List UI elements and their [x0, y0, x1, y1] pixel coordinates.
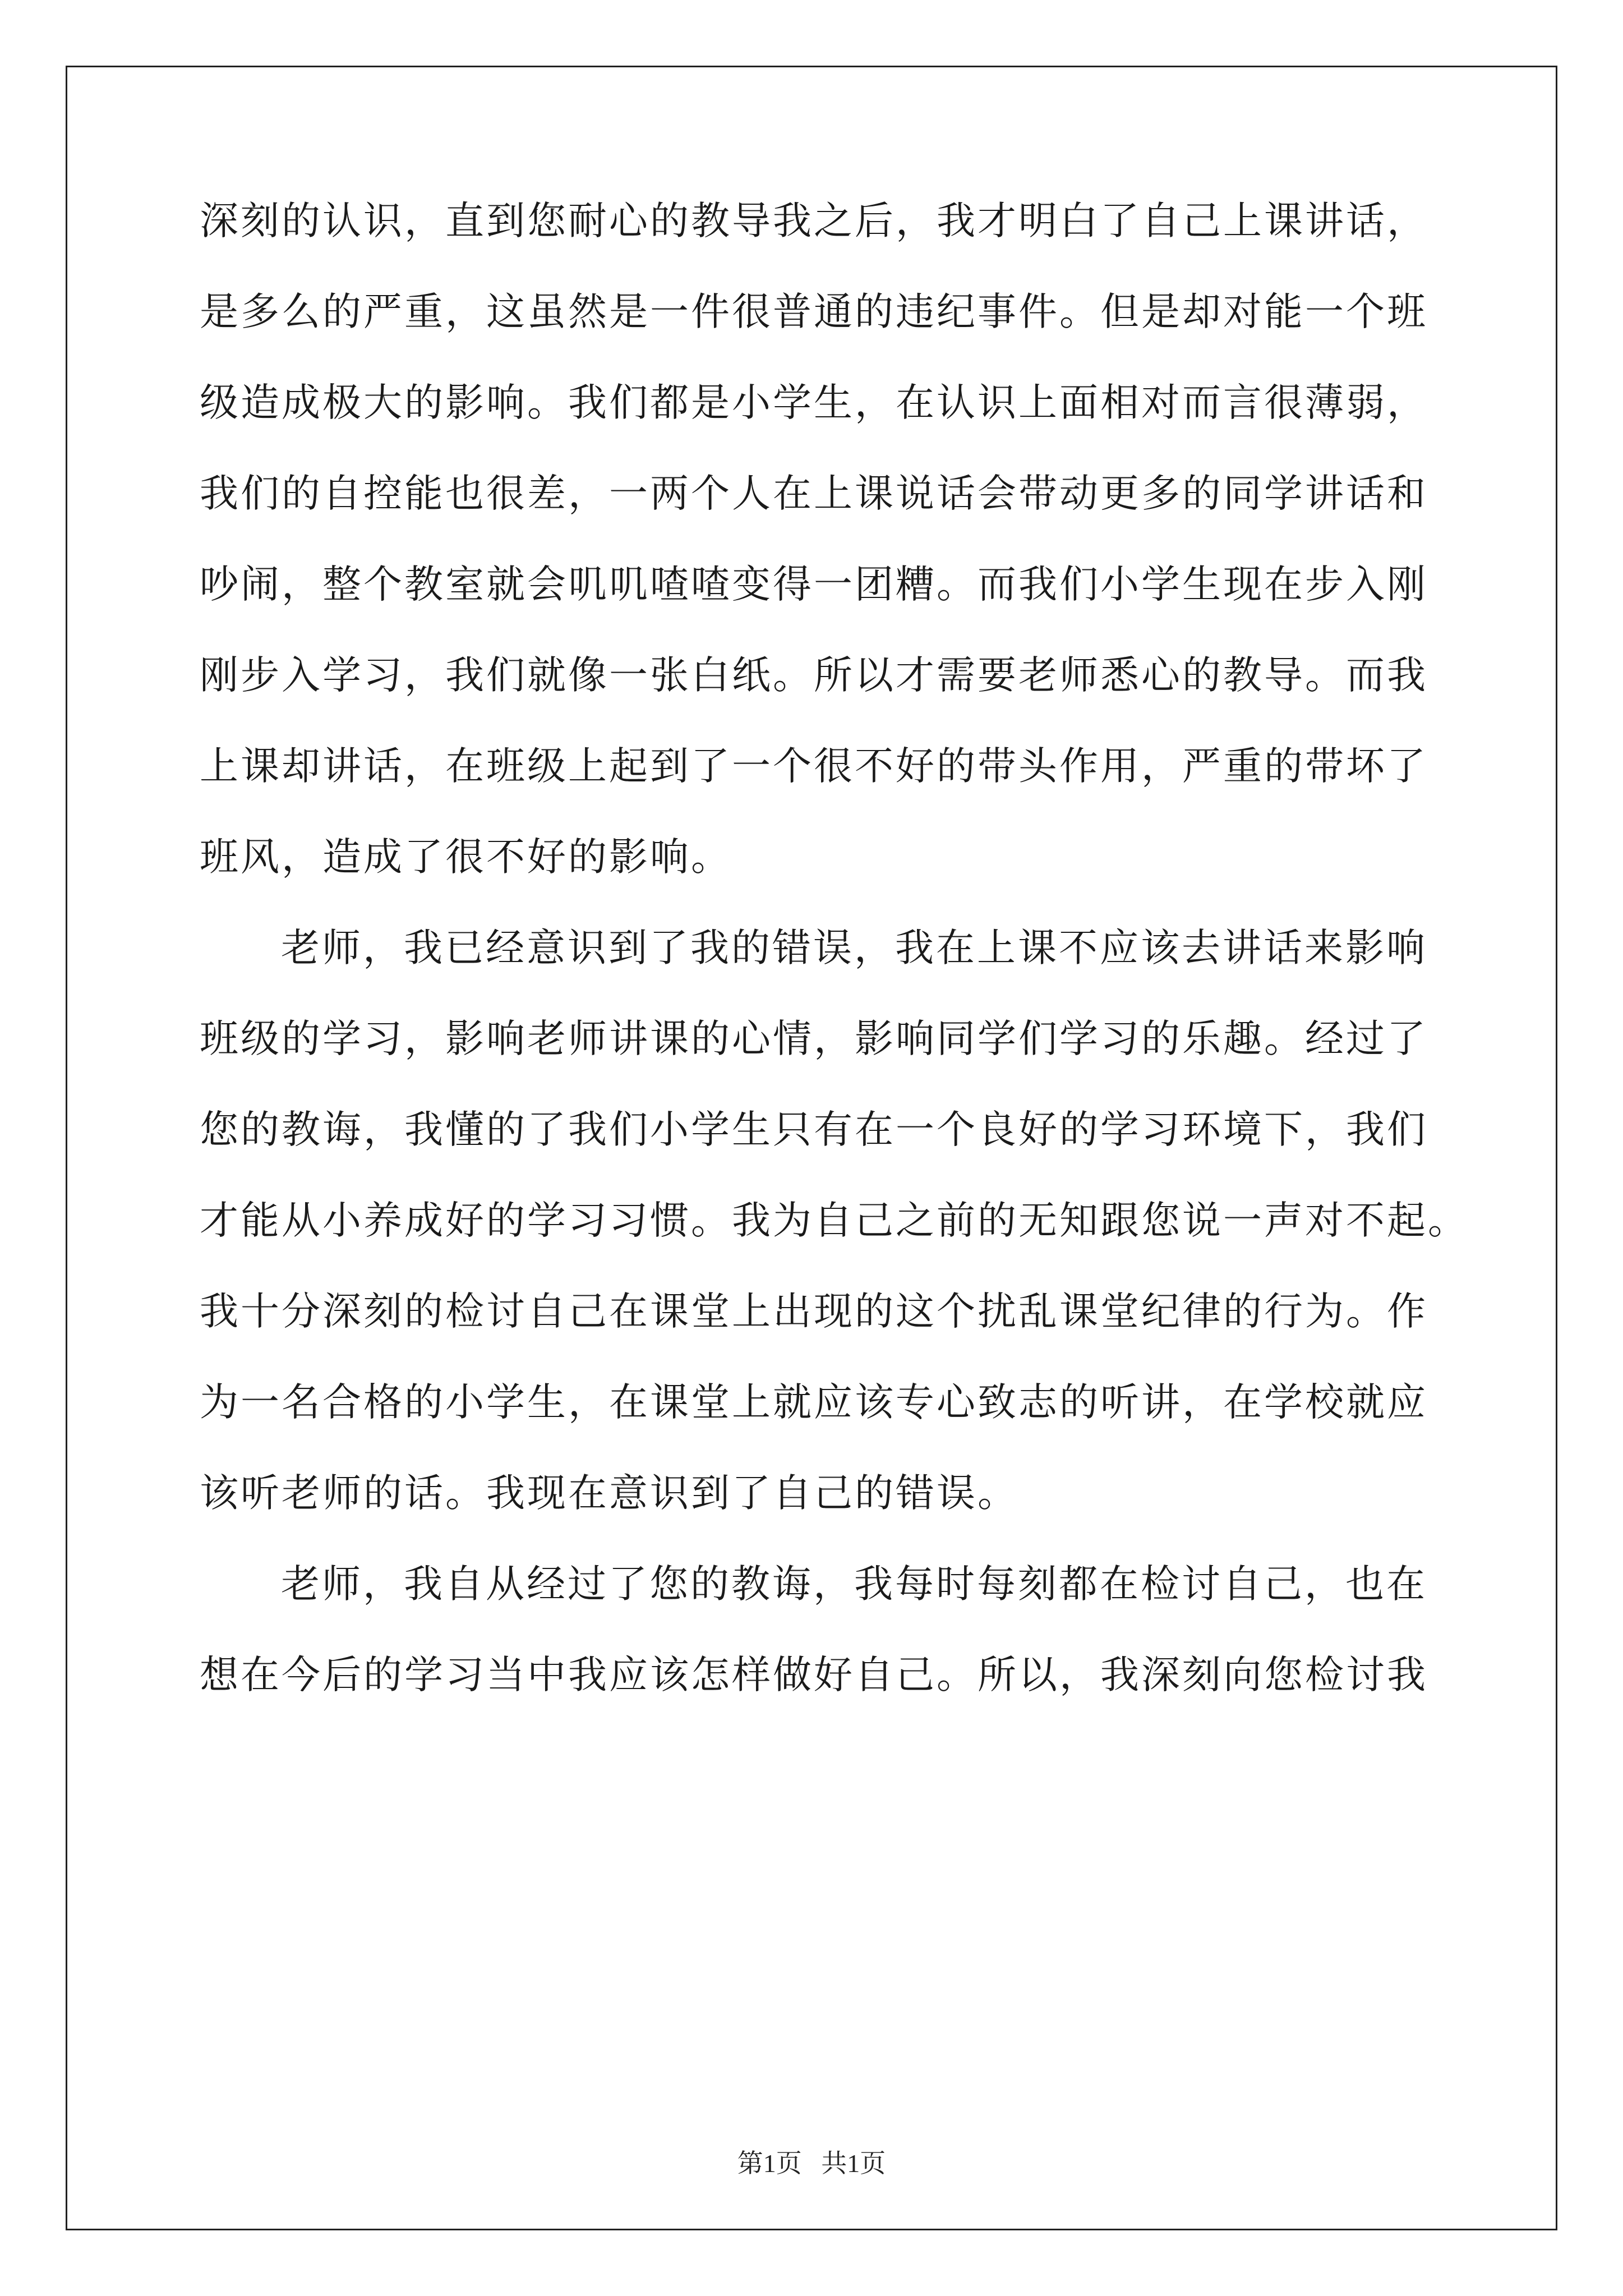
text-line: 我们的自控能也很差，一两个人在上课说话会带动更多的同学讲话和	[200, 471, 1428, 516]
text-line: 您的教诲，我懂的了我们小学生只有在一个良好的学习环境下，我们	[200, 1107, 1428, 1152]
text-line: 吵闹，整个教室就会叽叽喳喳变得一团糟。而我们小学生现在步入刚	[200, 562, 1428, 607]
page-total: 共1页	[821, 2149, 886, 2178]
text-line: 刚步入学习，我们就像一张白纸。所以才需要老师悉心的教导。而我	[200, 653, 1428, 698]
text-line: 该听老师的话。我现在意识到了自己的错误。	[200, 1471, 1018, 1516]
footer-spacer	[802, 2149, 822, 2178]
text-line: 想在今后的学习当中我应该怎样做好自己。所以，我深刻向您检讨我	[200, 1653, 1428, 1697]
page-number: 第1页	[737, 2149, 802, 2178]
text-line: 为一名合格的小学生，在课堂上就应该专心致志的听讲，在学校就应	[200, 1380, 1428, 1425]
paragraph-first-line: 老师，我自从经过了您的教诲，我每时每刻都在检讨自己，也在	[281, 1562, 1427, 1607]
text-line: 班风，造成了很不好的影响。	[200, 835, 732, 880]
text-line: 是多么的严重，这虽然是一件很普通的违纪事件。但是却对能一个班	[200, 289, 1428, 334]
text-line: 上课却讲话，在班级上起到了一个很不好的带头作用，严重的带坏了	[200, 744, 1428, 789]
paragraph-first-line: 老师，我已经意识到了我的错误，我在上课不应该去讲话来影响	[281, 926, 1427, 970]
text-line: 级造成极大的影响。我们都是小学生，在认识上面相对而言很薄弱，	[200, 380, 1428, 425]
text-line: 深刻的认识，直到您耐心的教导我之后，我才明白了自己上课讲话，	[200, 199, 1428, 243]
page-footer	[0, 2143, 1623, 2180]
text-line: 才能从小养成好的学习习惯。我为自己之前的无知跟您说一声对不起。	[200, 1198, 1469, 1243]
text-line: 我十分深刻的检讨自己在课堂上出现的这个扰乱课堂纪律的行为。作	[200, 1289, 1428, 1334]
text-line: 班级的学习，影响老师讲课的心情，影响同学们学习的乐趣。经过了	[200, 1016, 1428, 1061]
